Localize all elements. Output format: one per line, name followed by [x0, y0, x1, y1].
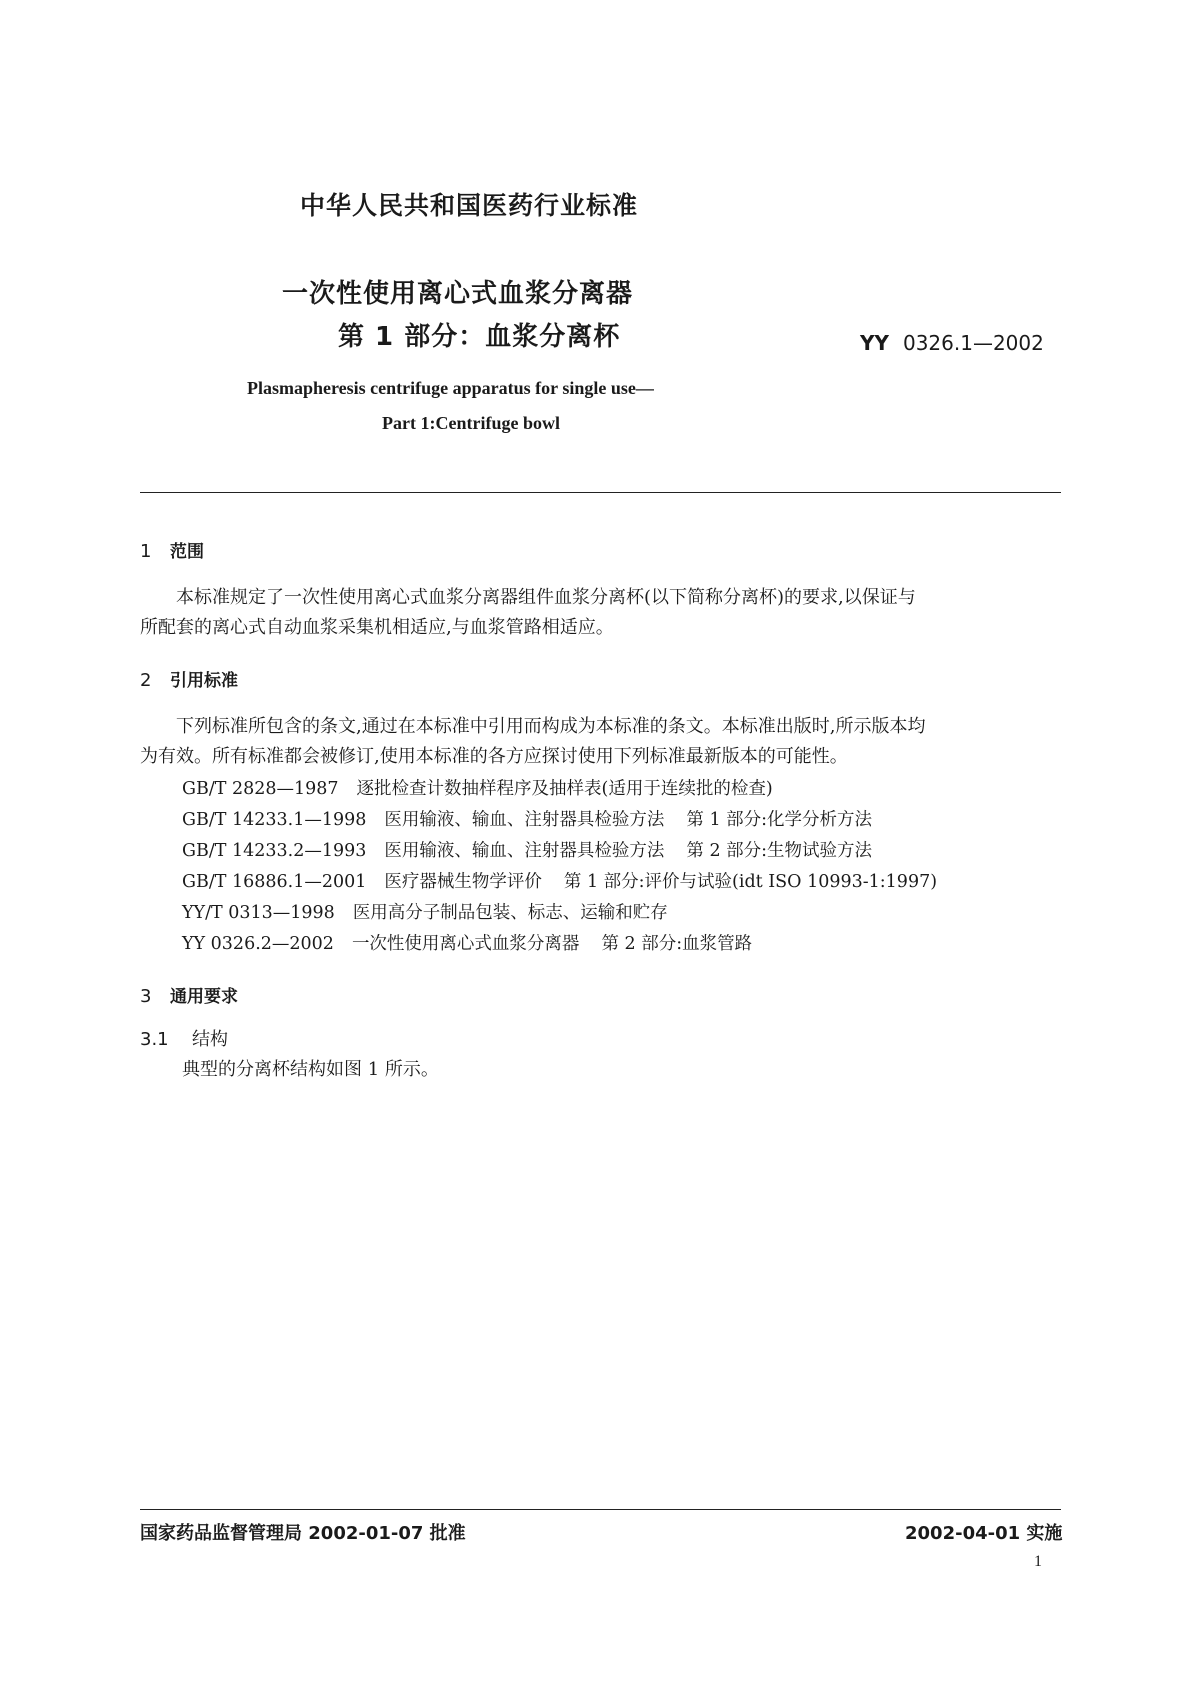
subsection-3-1-heading: [140, 1025, 228, 1055]
english-title-line1: Plasmapheresis centrifuge apparatus for single use—: [247, 378, 654, 398]
reference-part: 第 2 部分:生物试验方法: [686, 841, 873, 861]
reference-part: 第 1 部分:评价与试验(idt ISO 10993-1:1997): [563, 872, 938, 892]
section-3-heading: [140, 982, 238, 1007]
section-1-paragraph-line1: 本标准规定了一次性使用离心式血浆分离器组件血浆分离杯(以下简称分离杯)的要求,以保证与: [176, 587, 916, 608]
reference-part: 第 1 部分:化学分析方法: [686, 810, 873, 830]
reference-item: [182, 930, 752, 955]
standard-code-number: 0326.1—2002: [902, 331, 1044, 355]
reference-title: 医用输液、输血、注射器具检验方法: [384, 841, 665, 861]
subsection-title: 结构: [192, 1029, 228, 1050]
section-1-paragraph-line2: 所配套的离心式自动血浆采集机相适应,与血浆管路相适应。: [140, 617, 614, 638]
reference-item: [182, 806, 872, 831]
standard-code: [860, 331, 1044, 355]
subsection-number: 3.1: [140, 1029, 169, 1050]
section-number: 2: [140, 670, 152, 691]
reference-title: 医用输液、输血、注射器具检验方法: [384, 810, 665, 830]
footer-divider: [140, 1509, 1061, 1510]
section-2-heading: [140, 666, 238, 691]
reference-item: [182, 899, 668, 924]
section-title: 范围: [170, 542, 204, 562]
reference-item: [182, 775, 773, 800]
section-2-paragraph-line2: 为有效。所有标准都会被修订,使用本标准的各方应探讨使用下列标准最新版本的可能性。: [140, 746, 848, 767]
header-divider: [140, 492, 1061, 493]
reference-code: GB/T 14233.2—1993: [182, 841, 367, 861]
reference-code: GB/T 14233.1—1998: [182, 810, 367, 830]
section-2-paragraph-line1: 下列标准所包含的条文,通过在本标准中引用而构成为本标准的条文。本标准出版时,所示版本均: [176, 716, 926, 737]
org-title: 中华人民共和国医药行业标准: [300, 191, 639, 220]
standard-code-prefix: YY: [860, 331, 889, 355]
document-title-line2: 第 1 部分：血浆分离杯: [338, 322, 621, 352]
reference-code: YY 0326.2—2002: [182, 934, 334, 954]
reference-item: [182, 868, 937, 893]
section-1-heading: [140, 537, 204, 562]
reference-item: [182, 837, 872, 862]
section-title: 引用标准: [170, 671, 238, 691]
section-title: 通用要求: [170, 987, 238, 1007]
implementation-date: 2002-04-01 实施: [905, 1523, 1063, 1544]
page-number: 1: [1034, 1553, 1042, 1570]
section-number: 3: [140, 986, 152, 1007]
approval-line: 国家药品监督管理局 2002-01-07 批准: [140, 1523, 466, 1544]
reference-title: 逐批检查计数抽样程序及抽样表(适用于连续批的检查): [356, 779, 773, 799]
reference-title: 一次性使用离心式血浆分离器: [351, 934, 580, 954]
reference-code: GB/T 16886.1—2001: [182, 872, 367, 892]
document-title-line1: 一次性使用离心式血浆分离器: [282, 279, 634, 309]
reference-title: 医疗器械生物学评价: [384, 872, 542, 892]
reference-code: YY/T 0313—1998: [182, 903, 335, 923]
reference-code: GB/T 2828—1987: [182, 779, 339, 799]
reference-part: 第 2 部分:血浆管路: [601, 934, 753, 954]
subsection-3-1-text: 典型的分离杯结构如图 1 所示。: [182, 1059, 439, 1080]
section-number: 1: [140, 541, 152, 562]
reference-title: 医用高分子制品包装、标志、运输和贮存: [352, 903, 668, 923]
english-title-line2: Part 1:Centrifuge bowl: [382, 413, 560, 433]
